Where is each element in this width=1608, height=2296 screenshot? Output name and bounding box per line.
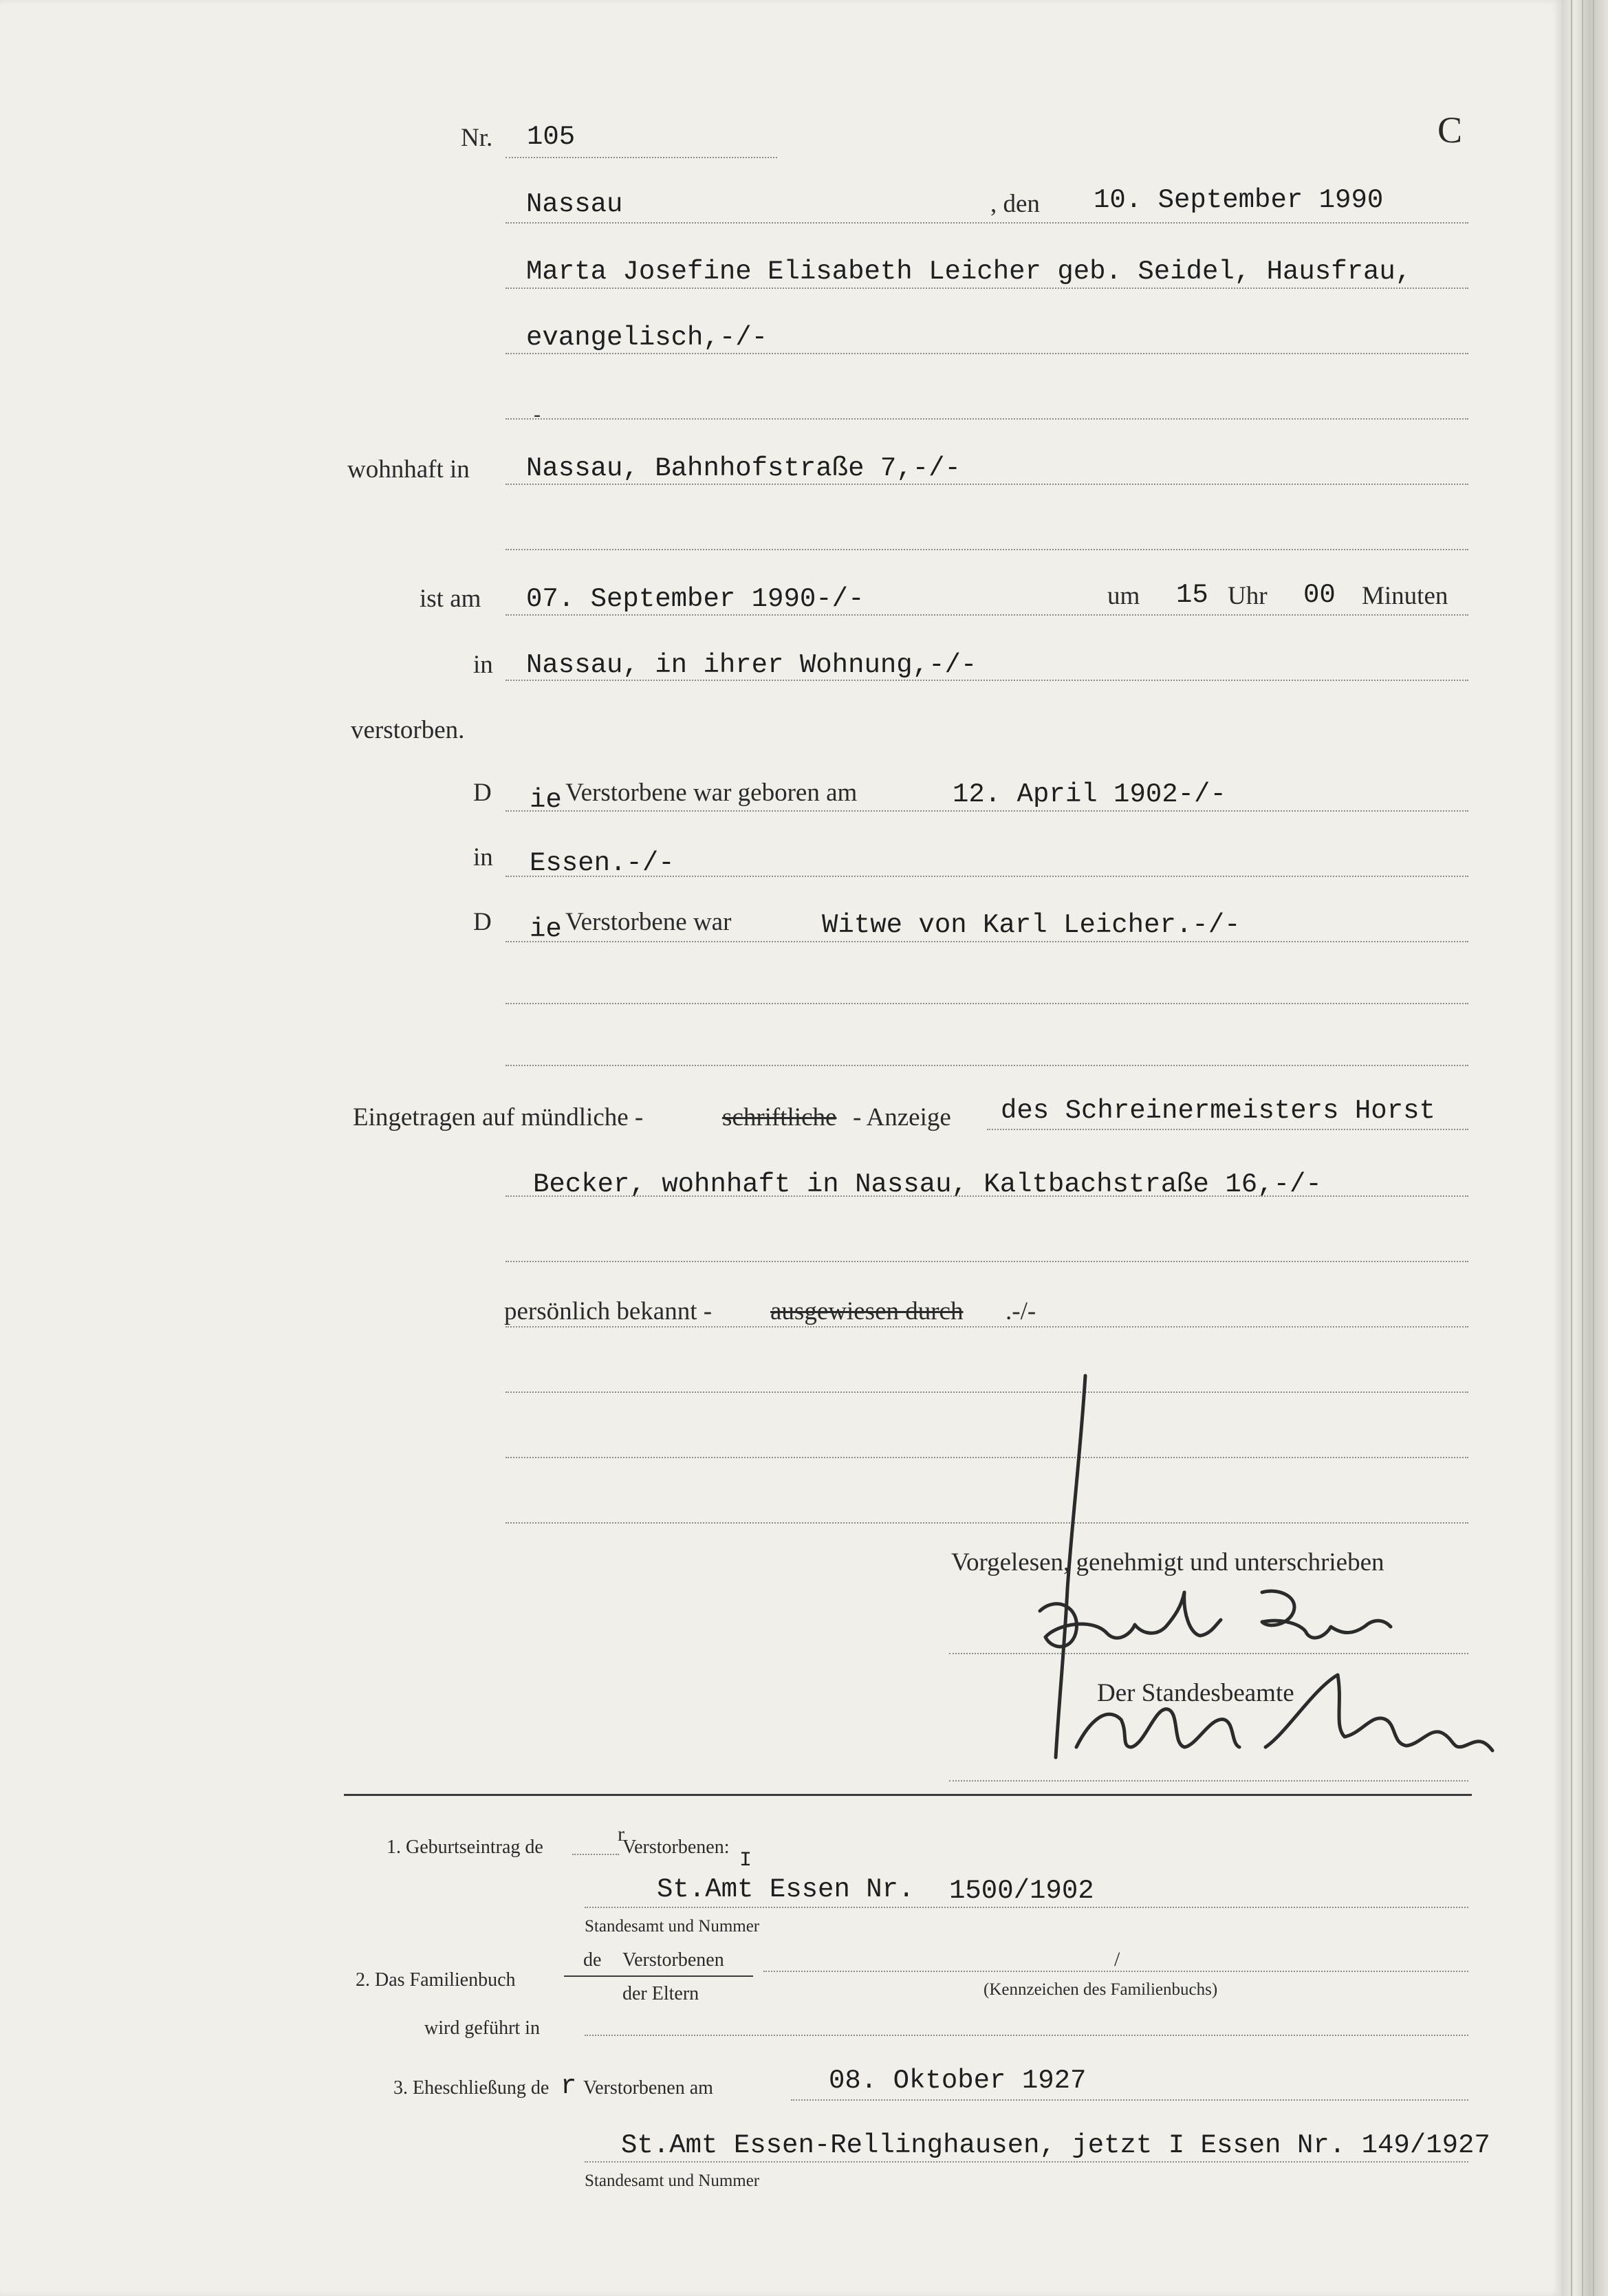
residence-line-2 [506, 549, 1468, 550]
note3-label-a: 3. Eheschließung de [393, 2077, 550, 2099]
death-minutes: 00 [1303, 580, 1336, 610]
note2-slash: / [1114, 1948, 1120, 1971]
person-line-2-rule [506, 353, 1468, 354]
place-value: Nassau [526, 189, 623, 219]
registrar-label: Der Standesbeamte [1097, 1679, 1294, 1707]
verstorben-label: verstorben. [351, 716, 465, 744]
note3-label-b: Verstorbenen am [583, 2077, 713, 2099]
section-divider [344, 1794, 1472, 1796]
birth-text-label: Verstorbene war geboren am [565, 779, 858, 807]
series-letter: C [1437, 109, 1463, 151]
residence-value: Nassau, Bahnhofstraße 7,-/- [526, 453, 961, 484]
birth-date: 12. April 1902-/- [953, 779, 1226, 810]
uhr-label: Uhr [1228, 582, 1268, 610]
note3-line-2 [585, 2161, 1468, 2163]
residence-label: wohnhaft in [347, 455, 470, 484]
note2-option-strike [564, 1975, 753, 1977]
nr-line [506, 157, 777, 158]
note1-number: 1500/1902 [949, 1876, 1094, 1906]
note3-date: 08. Oktober 1927 [829, 2066, 1087, 2096]
death-date-line [506, 614, 1468, 616]
identification-suffix: .-/- [1006, 1297, 1036, 1325]
um-label: um [1107, 582, 1140, 610]
date-value: 10. September 1990 [1094, 185, 1384, 215]
status-d-label: D [473, 908, 492, 936]
status-text-label: Verstorbene war [565, 908, 732, 936]
report-value-line-1: des Schreinermeisters Horst [1001, 1096, 1435, 1126]
report-line-3 [506, 1261, 1468, 1262]
note3-line-1 [791, 2099, 1468, 2101]
report-line-2 [506, 1195, 1468, 1197]
nr-label: Nr. [461, 124, 493, 152]
note1-label-a: 1. Geburtseintrag de [387, 1837, 543, 1858]
note2-option-2: der Eltern [622, 1983, 699, 2004]
death-hour: 15 [1176, 580, 1208, 610]
status-ie-typed: ie [530, 914, 562, 944]
person-line-1-rule [506, 288, 1468, 289]
note1-label-b: Verstorbenen: [622, 1837, 730, 1858]
report-label-start: Eingetragen auf mündliche - [353, 1103, 644, 1131]
birth-d-label: D [473, 779, 492, 807]
note2-caption: (Kennzeichen des Familienbuchs) [984, 1980, 1218, 1999]
nr-value: 105 [527, 122, 576, 152]
note2-line-2 [585, 2035, 1468, 2036]
small-mark: ‐ [534, 403, 541, 426]
status-line-2 [506, 1003, 1468, 1004]
status-value: Witwe von Karl Leicher.-/- [822, 910, 1241, 940]
note1-insert: r [618, 1823, 624, 1845]
note1-office: St.Amt Essen Nr. [657, 1874, 915, 1905]
ist-am-label: ist am [420, 585, 481, 613]
death-place-line [506, 680, 1468, 681]
report-label-end: - Anzeige [853, 1103, 951, 1131]
note2-label: 2. Das Familienbuch [356, 1969, 516, 1991]
read-approved-text: Vorgelesen, genehmigt und unterschrieben [951, 1548, 1384, 1577]
person-line-1: Marta Josefine Elisabeth Leicher geb. Seidel, Hausfrau, [526, 257, 1412, 287]
report-line-1 [987, 1129, 1468, 1130]
note2-de: de [583, 1949, 602, 1971]
birth-ie-typed: ie [530, 785, 562, 815]
identification-label: persönlich bekannt - [504, 1297, 713, 1325]
death-date: 07. September 1990-/- [526, 584, 865, 614]
birth-in-label: in [473, 843, 493, 871]
note3-caption: Standesamt und Nummer [585, 2172, 760, 2190]
birth-date-line [506, 810, 1468, 812]
death-in-label: in [473, 651, 493, 679]
note3-insert: r [561, 2071, 577, 2101]
minuten-label: Minuten [1362, 582, 1448, 610]
note1-mark: I [739, 1849, 752, 1872]
birth-place-line [506, 876, 1468, 877]
note1-caption: Standesamt und Nummer [585, 1917, 760, 1936]
note3-office: St.Amt Essen-Rellinghausen, jetzt I Essen Nr. 149/1927 [621, 2130, 1490, 2160]
place-date-line [506, 222, 1468, 224]
death-place: Nassau, in ihrer Wohnung,-/- [526, 650, 977, 680]
person-line-3-rule [506, 418, 1468, 420]
residence-line [506, 484, 1468, 485]
report-label-struck: schriftliche [722, 1103, 837, 1131]
note2-line-1 [763, 1971, 1468, 1972]
birth-place: Essen.-/- [530, 848, 675, 878]
den-label: , den [990, 190, 1040, 218]
note2-wird-label: wird geführt in [424, 2017, 540, 2039]
status-line-3 [506, 1065, 1468, 1066]
person-line-2: evangelisch,-/- [526, 323, 768, 353]
status-line [506, 941, 1468, 942]
identification-struck: ausgewiesen durch [770, 1297, 964, 1325]
note1-line [585, 1907, 1468, 1908]
book-page-edges [1561, 0, 1608, 2296]
note1-insert-line [572, 1854, 619, 1855]
report-value-line-2: Becker, wohnhaft in Nassau, Kaltbachstraße 16,-/- [533, 1169, 1322, 1200]
note2-option-1: Verstorbenen [622, 1949, 724, 1971]
identification-line [506, 1326, 1468, 1328]
signatures-graphic [990, 1362, 1568, 1788]
